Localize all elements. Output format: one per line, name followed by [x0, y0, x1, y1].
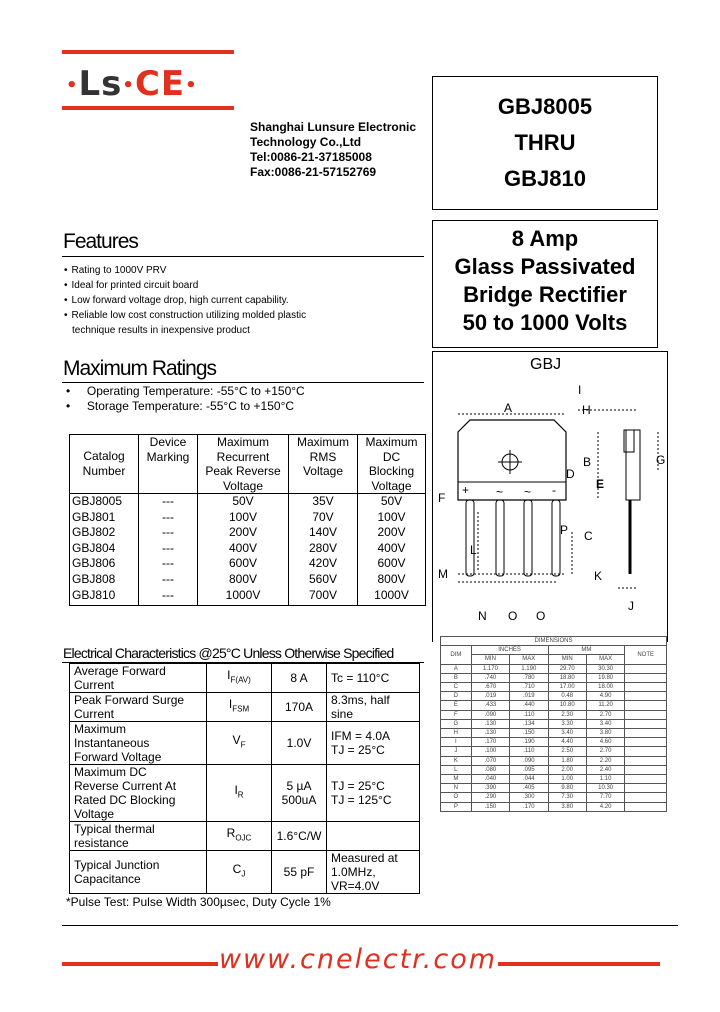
dimension-cell: .150 [510, 729, 548, 738]
dimension-cell: .433 [471, 701, 509, 710]
dimension-cell: .040 [471, 775, 509, 784]
dimension-cell: 7.30 [548, 793, 586, 802]
dimension-row [441, 784, 667, 793]
dimension-cell: G [441, 719, 472, 728]
dimension-row [441, 802, 667, 811]
dim-label-a: A [504, 401, 513, 415]
table-cell: GBJ804 [70, 541, 139, 557]
dimension-cell: .390 [471, 784, 509, 793]
dimension-cell: 2.70 [586, 747, 624, 756]
logo-top-bar [62, 50, 234, 54]
dimension-cell: .405 [510, 784, 548, 793]
value-cell: 1.6°C/W [272, 822, 327, 851]
dimension-row [441, 729, 667, 738]
dimension-cell: .780 [510, 673, 548, 682]
dimension-cell: H [441, 729, 472, 738]
dim-label-i: I [578, 383, 582, 397]
dim-label-o2: O [536, 609, 546, 623]
bottom-rule [62, 925, 678, 926]
table-cell: 800V [198, 572, 289, 588]
table-row [70, 588, 426, 606]
table-cell: 420V [289, 556, 358, 572]
table-cell: 200V [358, 525, 426, 541]
dimension-cell: A [441, 664, 472, 673]
table-cell: GBJ801 [70, 510, 139, 526]
table-row [70, 525, 426, 541]
dimension-cell: .019 [471, 692, 509, 701]
min-header: MIN [471, 655, 509, 664]
lead-tilde-2: ~ [524, 485, 532, 499]
col-header: Device Marking [139, 435, 198, 494]
dimension-cell [625, 710, 667, 719]
dimension-cell: .095 [510, 765, 548, 774]
dim-label-f: F [438, 491, 446, 505]
dimension-cell: E [441, 701, 472, 710]
dimension-row [441, 756, 667, 765]
param-cell: Maximum Instantaneous Forward Voltage [70, 722, 207, 765]
dimension-cell: 2.00 [548, 765, 586, 774]
features-heading: Features [63, 230, 138, 253]
dimension-row [441, 710, 667, 719]
dim-label-d: D [566, 467, 575, 481]
dimension-cell [625, 729, 667, 738]
dimension-cell: .090 [510, 756, 548, 765]
storage-temp: • Storage Temperature: -55°C to +150°C [66, 399, 295, 413]
dimension-cell [625, 701, 667, 710]
table-cell: GBJ810 [70, 588, 139, 606]
description-line3: Bridge Rectifier [463, 282, 627, 307]
value-cell: 170A [272, 693, 327, 722]
dimension-cell: K [441, 756, 472, 765]
value-cell: 8 A [272, 664, 327, 693]
symbol-cell: $I_R$ [207, 765, 272, 822]
dimension-cell: 0.48 [548, 692, 586, 701]
dimension-cell: .110 [510, 710, 548, 719]
company-tel: Tel:0086-21-37185008 [250, 150, 372, 164]
dimension-cell: 1.10 [586, 775, 624, 784]
electrical-heading: Electrical Characteristics @25°C Unless Otherwise Specified [63, 645, 394, 661]
dim-label-j: J [628, 599, 634, 613]
table-cell: 70V [289, 510, 358, 526]
dim-label-g: G [656, 453, 666, 467]
dimension-cell: 10.80 [548, 701, 586, 710]
condition-cell [327, 822, 420, 851]
table-cell: GBJ802 [70, 525, 139, 541]
dimension-cell: 19.80 [586, 673, 624, 682]
dim-label-e: E [596, 477, 605, 491]
table-cell: 600V [358, 556, 426, 572]
dimension-row [441, 673, 667, 682]
dimension-cell [625, 719, 667, 728]
dimension-cell: .130 [471, 719, 509, 728]
table-row [70, 494, 426, 510]
condition-cell: IFM = 4.0A TJ = 25°C [327, 722, 420, 765]
table-cell: 1000V [358, 588, 426, 606]
dimension-cell: .170 [471, 738, 509, 747]
dim-label-h: H [582, 403, 591, 417]
dimension-cell: 9.80 [548, 784, 586, 793]
table-cell: 280V [289, 541, 358, 557]
dimension-cell: 3.30 [548, 719, 586, 728]
dimension-row [441, 738, 667, 747]
dimension-row [441, 719, 667, 728]
dimension-cell: M [441, 775, 472, 784]
feature-item-continued: technique results in inexpensive product [72, 325, 250, 336]
dimension-cell: 2.50 [548, 747, 586, 756]
condition-cell: Tc = 110°C [327, 664, 420, 693]
temperature-list [66, 384, 305, 414]
symbol-cell: $R_{OJC}$ [207, 822, 272, 851]
dimension-cell [625, 756, 667, 765]
part-number-line3: GBJ810 [504, 166, 586, 191]
dimension-cell [625, 692, 667, 701]
table-cell: 1000V [198, 588, 289, 606]
package-outline-drawing [438, 382, 666, 632]
max-header: MAX [510, 655, 548, 664]
dimension-cell: P [441, 802, 472, 811]
dimension-cell: .090 [471, 710, 509, 719]
dimension-cell: 4.20 [586, 802, 624, 811]
table-cell: --- [139, 556, 198, 572]
table-cell: 400V [358, 541, 426, 557]
dimension-cell [625, 793, 667, 802]
dimension-cell: 7.70 [586, 793, 624, 802]
dimension-row [441, 765, 667, 774]
table-cell: 600V [198, 556, 289, 572]
table-header-row [70, 435, 426, 494]
symbol-cell: $I_{F(AV)}$ [207, 664, 272, 693]
dimension-cell: .134 [510, 719, 548, 728]
min-header: MIN [548, 655, 586, 664]
dimension-cell: J [441, 747, 472, 756]
feature-item: • Reliable low cost construction utilizing molded plastic [64, 308, 306, 323]
dimension-cell: .100 [471, 747, 509, 756]
table-row [70, 556, 426, 572]
dimension-cell: .080 [471, 765, 509, 774]
dimension-cell: 17.00 [548, 683, 586, 692]
dimension-cell [625, 784, 667, 793]
dimension-cell: 1.170 [471, 664, 509, 673]
part-number-box [432, 76, 658, 210]
description-line1: 8 Amp [511, 226, 579, 251]
col-header: Maximum RMS Voltage [289, 435, 358, 494]
dimension-cell: 1.80 [548, 756, 586, 765]
part-number-line2: THRU [514, 130, 576, 155]
table-cell: --- [139, 510, 198, 526]
dimension-cell: C [441, 683, 472, 692]
dimension-cell: F [441, 710, 472, 719]
dimension-cell: 1.00 [548, 775, 586, 784]
lead-plus: + [462, 483, 470, 497]
param-cell: Average Forward Current [70, 664, 207, 693]
table-cell: 50V [358, 494, 426, 510]
dim-label-k: K [594, 569, 603, 583]
table-cell: 400V [198, 541, 289, 557]
dimension-row [441, 793, 667, 802]
dim-label-m: M [438, 567, 448, 581]
col-header: Maximum DC Blocking Voltage [358, 435, 426, 494]
dim-col-header: DIM [441, 646, 472, 664]
table-cell: 800V [358, 572, 426, 588]
features-rule [62, 256, 424, 257]
table-cell: --- [139, 572, 198, 588]
dimension-cell: 3.80 [586, 729, 624, 738]
value-cell: 1.0V [272, 722, 327, 765]
package-name: GBJ [530, 356, 562, 373]
dimension-cell: 4.60 [586, 738, 624, 747]
col-header: Catalog Number [70, 435, 139, 494]
dimension-cell: .290 [471, 793, 509, 802]
dim-label-o1: O [508, 609, 518, 623]
max-ratings-heading: Maximum Ratings [63, 357, 217, 380]
param-cell: Typical Junction Capacitance [70, 851, 207, 894]
pulse-test-footnote: *Pulse Test: Pulse Width 300µsec, Duty Cycle 1% [66, 895, 331, 909]
dimension-row [441, 701, 667, 710]
param-cell: Peak Forward Surge Current [70, 693, 207, 722]
table-cell: 560V [289, 572, 358, 588]
dimension-cell [625, 765, 667, 774]
company-name-line1: Shanghai Lunsure Electronic [250, 120, 417, 134]
dimension-cell: .190 [510, 738, 548, 747]
dimension-cell [625, 664, 667, 673]
dimension-cell: .150 [471, 802, 509, 811]
dimensions-table [440, 636, 667, 812]
inches-header: INCHES [471, 646, 548, 655]
dimension-cell: .070 [471, 756, 509, 765]
dimension-row [441, 747, 667, 756]
dimension-row [441, 664, 667, 673]
dimension-cell: B [441, 673, 472, 682]
col-header: Maximum Recurrent Peak Reverse Voltage [198, 435, 289, 494]
table-row [70, 510, 426, 526]
note-header: NOTE [625, 646, 667, 664]
feature-item: • Ideal for printed circuit board [64, 278, 306, 293]
max-ratings-rule [62, 382, 424, 383]
table-cell: GBJ808 [70, 572, 139, 588]
dimension-cell: 10.30 [586, 784, 624, 793]
dimension-cell [625, 747, 667, 756]
dimension-cell: .710 [510, 683, 548, 692]
dimension-cell: .300 [510, 793, 548, 802]
dimension-cell [625, 738, 667, 747]
table-cell: 35V [289, 494, 358, 510]
table-cell: --- [139, 525, 198, 541]
condition-cell: 8.3ms, half sine [327, 693, 420, 722]
table-cell: --- [139, 541, 198, 557]
dimension-row [441, 692, 667, 701]
table-row [70, 572, 426, 588]
table-cell: --- [139, 588, 198, 606]
dim-label-n: N [478, 609, 487, 623]
dim-label-l: L [470, 543, 477, 557]
feature-item: • Low forward voltage drop, high current capability. [64, 293, 306, 308]
table-cell: GBJ8005 [70, 494, 139, 510]
value-cell: 55 pF [272, 851, 327, 894]
dimension-cell: 2.40 [586, 765, 624, 774]
lead-minus: - [552, 483, 556, 497]
dim-label-p: P [560, 523, 569, 537]
dimensions-title: DIMENSIONS [441, 637, 667, 646]
dimension-cell: .740 [471, 673, 509, 682]
dimension-cell: 2.70 [586, 710, 624, 719]
company-logo: •Ls•CE• [66, 64, 198, 104]
table-cell: 200V [198, 525, 289, 541]
company-fax: Fax:0086-21-57152769 [250, 165, 377, 179]
logo-bottom-bar [62, 106, 234, 110]
table-row [70, 541, 426, 557]
footer-url[interactable]: www.cnelectr.com [218, 944, 498, 978]
dimension-cell: .130 [471, 729, 509, 738]
dimension-cell [625, 802, 667, 811]
company-name-line2: Technology Co.,Ltd [250, 135, 362, 149]
operating-temp: • Operating Temperature: -55°C to +150°C [66, 384, 305, 398]
dimension-cell: 18.00 [586, 683, 624, 692]
dimension-row [441, 775, 667, 784]
dim-label-b: B [583, 455, 592, 469]
dimension-row [441, 683, 667, 692]
dimension-cell: .110 [510, 747, 548, 756]
table-cell: 100V [198, 510, 289, 526]
symbol-cell: $V_F$ [207, 722, 272, 765]
feature-item: • Rating to 1000V PRV [64, 263, 306, 278]
table-row [70, 664, 420, 693]
dimension-cell: 2.20 [586, 756, 624, 765]
dimension-cell: 11.20 [586, 701, 624, 710]
condition-cell: Measured at 1.0MHz, VR=4.0V [327, 851, 420, 894]
table-cell: 100V [358, 510, 426, 526]
description-box [432, 220, 658, 348]
param-cell: Typical thermal resistance [70, 822, 207, 851]
dimension-cell: L [441, 765, 472, 774]
dimension-cell: 3.40 [586, 719, 624, 728]
table-row [70, 851, 420, 894]
part-number-line1: GBJ8005 [497, 94, 593, 119]
dimension-cell: 18.80 [548, 673, 586, 682]
description-line2: Glass Passivated [454, 254, 636, 279]
table-row [70, 693, 420, 722]
dimension-cell [625, 775, 667, 784]
dimension-cell: 4.40 [548, 738, 586, 747]
dimension-cell: 30.30 [586, 664, 624, 673]
dimension-cell: N [441, 784, 472, 793]
table-cell: 700V [289, 588, 358, 606]
dimension-cell: .019 [510, 692, 548, 701]
features-list [64, 263, 306, 338]
max-ratings-table [69, 434, 426, 606]
symbol-cell: $I_{FSM}$ [207, 693, 272, 722]
value-cell: 5 µA 500uA [272, 765, 327, 822]
dimension-cell: .440 [510, 701, 548, 710]
dim-label-c: C [584, 529, 593, 543]
table-row [70, 822, 420, 851]
dimension-cell: .670 [471, 683, 509, 692]
dimension-cell: .044 [510, 775, 548, 784]
table-row [70, 765, 420, 822]
dimension-cell: 3.40 [548, 729, 586, 738]
dimension-cell: 29.70 [548, 664, 586, 673]
company-info [250, 120, 416, 180]
dimension-cell: I [441, 738, 472, 747]
description-line4: 50 to 1000 Volts [462, 310, 628, 335]
symbol-cell: $C_J$ [207, 851, 272, 894]
dimension-cell: 4.90 [586, 692, 624, 701]
condition-cell: TJ = 25°C TJ = 125°C [327, 765, 420, 822]
dimension-cell: D [441, 692, 472, 701]
dimension-cell: 1.190 [510, 664, 548, 673]
lead-tilde-1: ~ [496, 485, 504, 499]
dimension-cell [625, 673, 667, 682]
table-cell: 140V [289, 525, 358, 541]
mm-header: MM [548, 646, 625, 655]
electrical-table [69, 663, 420, 894]
table-row [70, 722, 420, 765]
dimension-cell: .170 [510, 802, 548, 811]
dimension-cell [625, 683, 667, 692]
table-cell: 50V [198, 494, 289, 510]
max-header: MAX [586, 655, 624, 664]
table-cell: --- [139, 494, 198, 510]
table-cell: GBJ806 [70, 556, 139, 572]
param-cell: Maximum DC Reverse Current At Rated DC Blocking Voltage [70, 765, 207, 822]
dimension-cell: 2.30 [548, 710, 586, 719]
dimension-cell: 3.80 [548, 802, 586, 811]
dimension-cell: O [441, 793, 472, 802]
